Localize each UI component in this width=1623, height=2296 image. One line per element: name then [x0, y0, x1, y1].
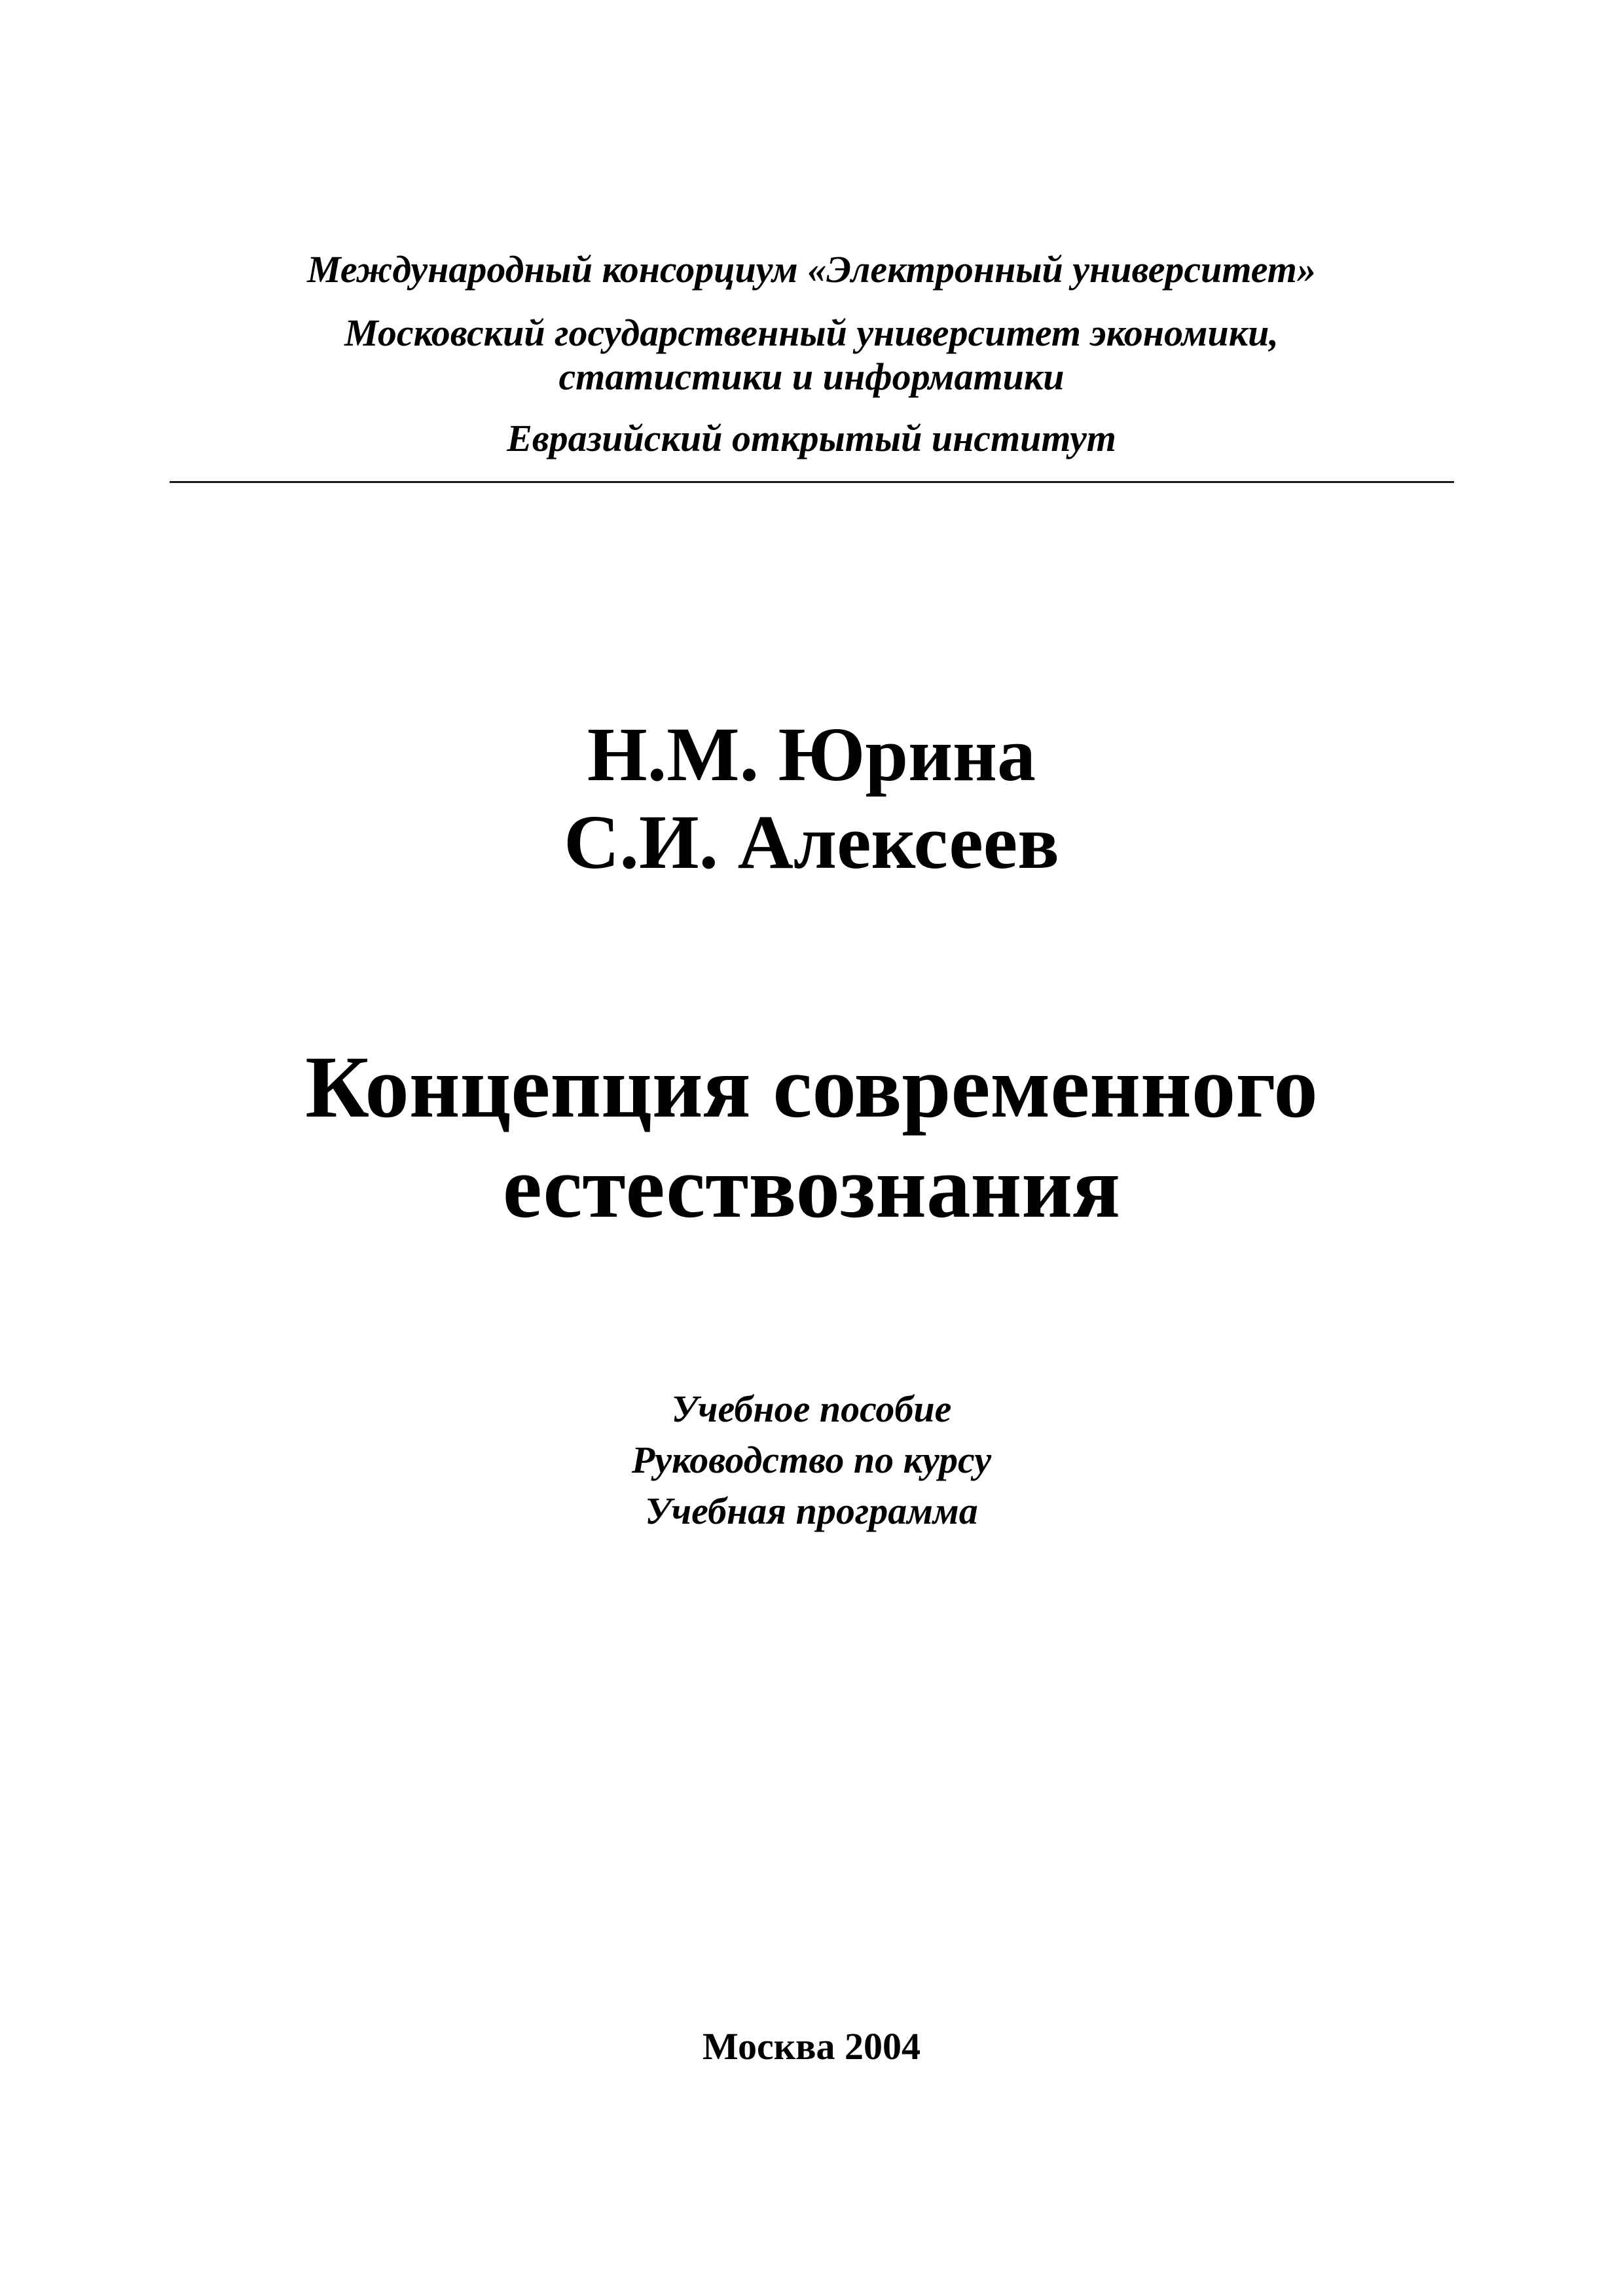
- author-1: Н.М. Юрина: [587, 711, 1036, 797]
- university-name: [0, 311, 1623, 399]
- publication-type-curriculum: Учебная программа: [645, 1490, 978, 1532]
- institute-name-text: Евразийский открытый институт: [507, 417, 1116, 459]
- header-divider: [170, 481, 1454, 483]
- book-title: [0, 1037, 1623, 1238]
- publication-type-textbook: Учебное пособие: [671, 1388, 952, 1430]
- publication-type-course-guide: Руководство по курсу: [631, 1439, 992, 1481]
- institute-name: [0, 417, 1623, 459]
- book-title-line-2: естествознания: [502, 1139, 1121, 1236]
- place-and-year: Москва 2004: [702, 2025, 921, 2068]
- university-name-line-2: статистики и информатики: [558, 355, 1065, 398]
- university-name-line-1: Московский государственный университет экономики,: [344, 312, 1279, 354]
- consortium-name: [0, 248, 1623, 291]
- author-2: С.И. Алексеев: [564, 799, 1059, 885]
- book-title-line-1: Концепция современного: [305, 1039, 1318, 1136]
- publication-types: [0, 1384, 1623, 1537]
- imprint: [0, 2025, 1623, 2068]
- consortium-name-text: Международный консорциум «Электронный университет»: [307, 248, 1316, 291]
- authors: [0, 711, 1623, 886]
